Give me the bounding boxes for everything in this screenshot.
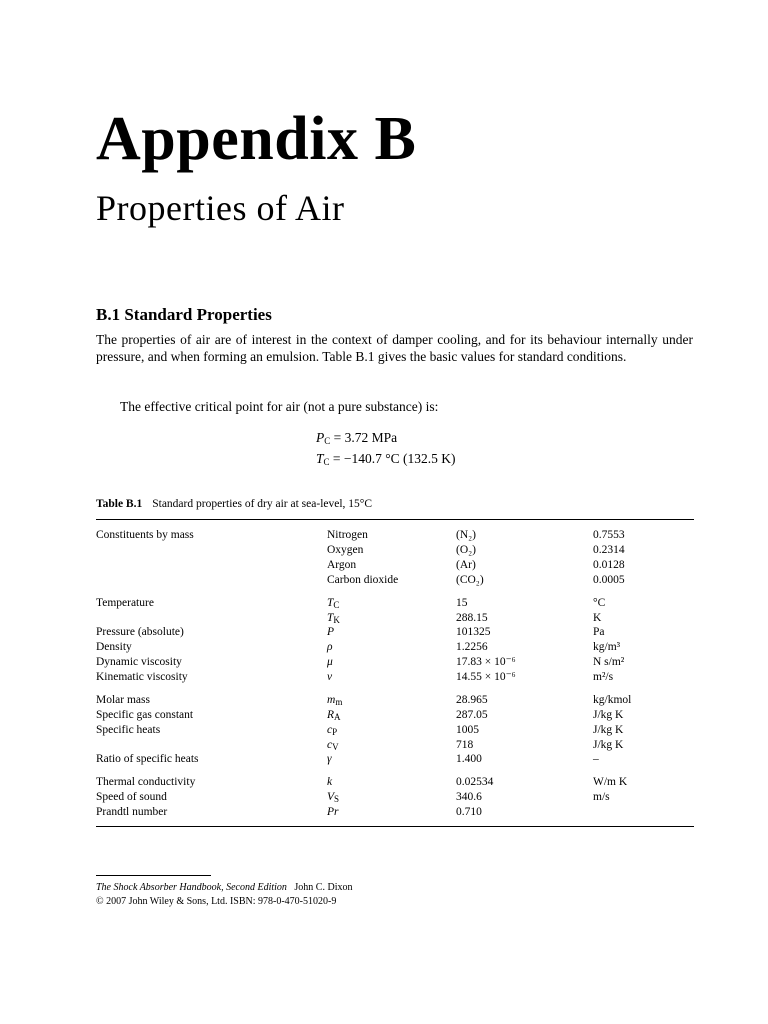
symbol-cell: [327, 640, 333, 655]
symbol-cell: [327, 625, 334, 640]
table-row: [0, 693, 768, 708]
table-caption-text: Standard properties of dry air at sea-level, 15°C: [152, 498, 373, 510]
symbol-subscript: A: [334, 712, 341, 722]
unit-cell: kg/m³: [593, 641, 621, 653]
symbol-text: ν: [327, 671, 333, 683]
footnote-author: John C. Dixon: [294, 882, 353, 893]
table-row: [0, 528, 768, 543]
intro-paragraph: The properties of air are of interest in the context of damper cooling, and for its behaviour internally under pressure, and when forming an emulsion. Table B.1 gives the basic values for standard conditions.: [96, 332, 693, 364]
unit-cell: kg/kmol: [593, 694, 632, 706]
table-row: [0, 723, 768, 738]
symbol-text: T: [327, 612, 334, 624]
table-top-rule: [96, 519, 694, 520]
table-row: [0, 775, 768, 790]
symbol-cell: [327, 752, 332, 767]
table-row: [0, 670, 768, 685]
value-cell: 1.400: [456, 753, 482, 765]
value-cell: (Ar): [456, 559, 476, 571]
value-cell: 17.83 × 10⁻⁶: [456, 656, 516, 668]
value-cell: 101325: [456, 626, 491, 638]
table-row: [0, 805, 768, 820]
symbol-text: Pr: [327, 806, 339, 818]
table-row: [0, 625, 768, 640]
pressure-subscript: C: [324, 436, 331, 446]
critical-temperature-equation: [316, 451, 456, 467]
symbol-text: c: [327, 724, 333, 736]
unit-cell: J/kg K: [593, 709, 624, 721]
table-row: [0, 752, 768, 767]
unit-cell: –: [593, 753, 599, 765]
value-cell: (CO₂): [456, 574, 484, 586]
symbol-subscript: m: [335, 697, 343, 707]
table-bottom-rule: [96, 826, 694, 827]
value-cell: (N₂): [456, 529, 476, 541]
property-cell: Molar mass: [96, 694, 150, 706]
unit-cell: 0.2314: [593, 544, 625, 556]
value-cell: 1.2256: [456, 641, 488, 653]
footnote-copyright: © 2007 John Wiley & Sons, Ltd. ISBN: 978-0-470-51020-9: [96, 896, 337, 907]
symbol-text: μ: [327, 656, 333, 668]
table-label: Table B.1: [96, 498, 143, 510]
symbol-text: c: [327, 739, 333, 751]
table-row: [0, 596, 768, 611]
symbol-text: V: [327, 791, 335, 803]
table-row: [0, 738, 768, 753]
symbol-subscript: P: [332, 727, 338, 737]
property-cell: Temperature: [96, 597, 154, 609]
table-row: [0, 611, 768, 626]
unit-cell: W/m K: [593, 776, 628, 788]
value-cell: 287.05: [456, 709, 488, 721]
symbol-text: m: [327, 694, 336, 706]
symbol-text: Argon: [327, 559, 357, 571]
property-cell: Kinematic viscosity: [96, 671, 188, 683]
table-row: [0, 573, 768, 588]
unit-cell: m²/s: [593, 671, 614, 683]
value-cell: 1005: [456, 724, 479, 736]
symbol-subscript: C: [333, 600, 340, 610]
footnote-rule: [96, 875, 211, 876]
property-cell: Ratio of specific heats: [96, 753, 199, 765]
symbol-text: R: [327, 709, 335, 721]
symbol-text: k: [327, 776, 333, 788]
table-row: [0, 708, 768, 723]
table-row: [0, 543, 768, 558]
property-cell: Specific heats: [96, 724, 161, 736]
symbol-subscript: V: [332, 742, 339, 752]
symbol-cell: [327, 670, 332, 685]
property-cell: Constituents by mass: [96, 529, 194, 541]
value-cell: 0.710: [456, 806, 482, 818]
pressure-value: = 3.72 MPa: [333, 430, 398, 445]
table-row: [0, 790, 768, 805]
temperature-value: = −140.7 °C (132.5 K): [332, 451, 456, 466]
section-heading: B.1 Standard Properties: [96, 305, 272, 324]
property-cell: Density: [96, 641, 132, 653]
property-cell: Thermal conductivity: [96, 776, 196, 788]
symbol-cell: [327, 805, 339, 820]
appendix-label: Appendix B: [96, 105, 417, 173]
symbol-text: Nitrogen: [327, 529, 368, 541]
unit-cell: K: [593, 612, 602, 624]
table-row: [0, 558, 768, 573]
value-cell: 340.6: [456, 791, 482, 803]
value-cell: 0.02534: [456, 776, 494, 788]
value-cell: 718: [456, 739, 474, 751]
symbol-subscript: S: [334, 794, 340, 804]
symbol-text: P: [327, 626, 335, 638]
table-row: [0, 640, 768, 655]
symbol-text: γ: [327, 753, 332, 765]
symbol-subscript: K: [333, 615, 340, 625]
unit-cell: J/kg K: [593, 724, 624, 736]
unit-cell: 0.0005: [593, 574, 625, 586]
symbol-cell: [327, 775, 332, 790]
unit-cell: 0.7553: [593, 529, 625, 541]
unit-cell: °C: [593, 597, 606, 609]
pressure-symbol: P: [316, 430, 325, 445]
value-cell: 14.55 × 10⁻⁶: [456, 671, 516, 683]
temperature-symbol: T: [316, 451, 324, 466]
chapter-title: Properties of Air: [96, 188, 345, 228]
temperature-subscript: C: [323, 457, 330, 467]
value-cell: (O₂): [456, 544, 476, 556]
unit-cell: J/kg K: [593, 739, 624, 751]
table-caption: [96, 498, 372, 510]
property-cell: Dynamic viscosity: [96, 656, 182, 668]
critical-pressure-equation: [316, 430, 397, 446]
value-cell: 288.15: [456, 612, 488, 624]
value-cell: 28.965: [456, 694, 488, 706]
table-row: [0, 655, 768, 670]
symbol-text: Oxygen: [327, 544, 364, 556]
footnote-citation: [96, 882, 352, 893]
unit-cell: m/s: [593, 791, 610, 803]
value-cell: 15: [456, 597, 468, 609]
unit-cell: Pa: [593, 626, 605, 638]
property-cell: Prandtl number: [96, 806, 168, 818]
symbol-text: T: [327, 597, 334, 609]
symbol-text: ρ: [327, 641, 333, 653]
unit-cell: 0.0128: [593, 559, 625, 571]
property-cell: Pressure (absolute): [96, 626, 184, 638]
property-cell: Speed of sound: [96, 791, 167, 803]
symbol-text: Carbon dioxide: [327, 574, 399, 586]
footnote-book-title: The Shock Absorber Handbook, Second Edition: [96, 882, 287, 893]
unit-cell: N s/m²: [593, 656, 625, 668]
property-cell: Specific gas constant: [96, 709, 194, 721]
critical-point-paragraph: The effective critical point for air (not a pure substance) is:: [120, 399, 439, 414]
symbol-cell: [327, 655, 333, 670]
